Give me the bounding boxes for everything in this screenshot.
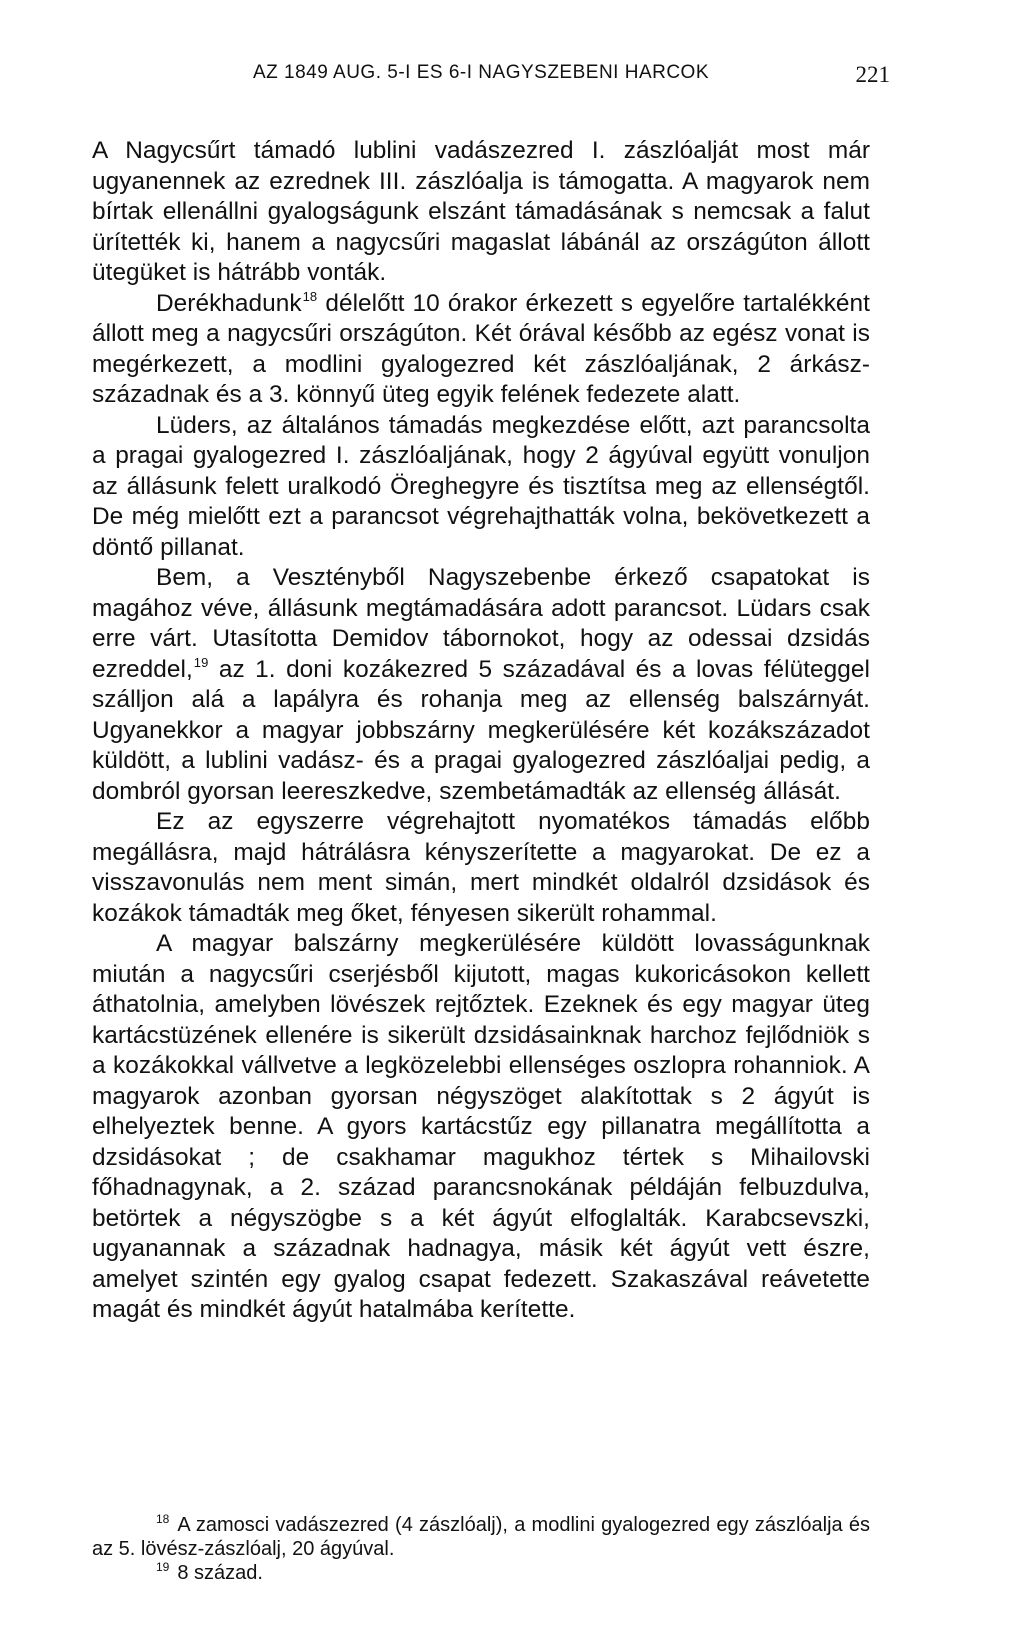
paragraph-2-text-a: Derékhadunk bbox=[156, 289, 302, 317]
running-head bbox=[92, 58, 890, 94]
footnote-ref-18[interactable]: 18 bbox=[302, 288, 318, 304]
page-number: 221 bbox=[855, 62, 890, 87]
footnote-18-mark: 18 bbox=[156, 1512, 170, 1526]
footnotes bbox=[92, 1513, 870, 1585]
paragraph-2 bbox=[92, 289, 870, 411]
footnote-19 bbox=[92, 1561, 870, 1585]
body-text bbox=[92, 136, 870, 1326]
footnote-18 bbox=[92, 1513, 870, 1561]
paragraph-3: Lüders, az általános támadás megkezdése előtt, azt parancsolta a pragai gyalogezred I. zászlóaljának, hogy 2 ágyúval együtt vonuljon az állásunk felett uralkodó Öreghegyre és tisztítsa meg az ellenségtől. De még mielőtt ezt a parancsot végrehajthatták volna, bekövetkezett a döntő pillanat. bbox=[92, 411, 870, 561]
paragraph-4-text-a: Bem, a Vesztényből Nagyszebenbe érkező csapatokat is magához véve, állásunk megtámadására adott parancsot. Lüdars csak erre várt. Utasította Demidov tábornokot, hogy az odessai dzsidás ezreddel, bbox=[92, 564, 870, 683]
footnote-19-mark: 19 bbox=[156, 1560, 170, 1574]
paragraph-1: A Nagycsűrt támadó lublini vadászezred I. zászlóalját most már ugyanennek az ezrednek III. zászlóalja is támogatta. A magyarok nem bírtak ellenállni gyalogságunk elszánt támadásának s nemcsak a falut ürítették ki, hanem a nagycsűri magaslat lábánál az országúton állott ütegüket is hátrább vonták. bbox=[92, 137, 870, 286]
paragraph-4-text-b: az 1. doni kozákezred 5 századával és a lovas félüteggel szálljon alá a lapályra és rohanja meg az ellenség balszárnyát. Ugyanekkor a magyar jobbszárny megkerülésére két kozákszázadot küldött, a lublini vadász- és a pragai gyalogezred zászlóaljai pedig, a dombról gyorsan leereszkedve, szembetámadták az ellenség állását. bbox=[92, 655, 870, 805]
paragraph-2-text-b: délelőtt 10 órakor érkezett s egyelőre tartalékként állott meg a nagycsűri országúton. Két órával később az egész vonat is megérkezett, a modlini gyalogezred két zászlóaljának, 2 árkász-századnak és a 3. könnyű üteg egyik felének fedezete alatt. bbox=[92, 289, 870, 408]
footnote-18-text: A zamosci vadászezred (4 zászlóalj), a modlini gyalogezred egy zászlóalja és az 5. lövész-zászlóalj, 20 ágyúval. bbox=[92, 1514, 870, 1560]
paragraph-4 bbox=[92, 563, 870, 807]
paragraph-6: A magyar balszárny megkerülésére küldött lovasságunknak miután a nagycsűri cserjésből kijutott, magas kukoricásokon kellett áthatolnia, amelyben lövészek rejtőztek. Ezeknek és egy magyar üteg kartácstüzének ellenére is sikerült dzsidásainknak harchoz fejlődniök s a kozákokkal vállvetve a legközelebbi ellenséges oszlopra rohanniok. A magyarok azonban gyorsan négyszöget alakítottak s 2 ágyút is elhelyeztek benne. A gyors kartácstűz egy pillanatra megállította a dzsidásokat ; de csakhamar magukhoz tértek s Mihailovski főhadnagynak, a 2. század parancsnokának példáján felbuzdulva, betörtek a négyszögbe s a két ágyút elfoglalták. Karabcsevszki, ugyanannak a századnak hadnagya, másik két ágyút vett észre, amelyet szintén egy gyalog csapat fedezett. Szakaszával reávetette magát és mindkét ágyút hatalmába kerítette. bbox=[92, 930, 870, 1323]
paragraph-5: Ez az egyszerre végrehajtott nyomatékos támadás előbb megállásra, majd hátrálásra kényszerítette a magyarokat. De ez a visszavonulás nem ment simán, mert mindkét oldalról dzsidások és kozákok támadták meg őket, fényesen sikerült rohammal. bbox=[92, 808, 870, 927]
footnote-19-text: 8 század. bbox=[177, 1562, 263, 1584]
footnote-ref-19[interactable]: 19 bbox=[193, 654, 209, 670]
running-title: AZ 1849 AUG. 5-I ES 6-I NAGYSZEBENI HARCOK bbox=[252, 62, 710, 83]
